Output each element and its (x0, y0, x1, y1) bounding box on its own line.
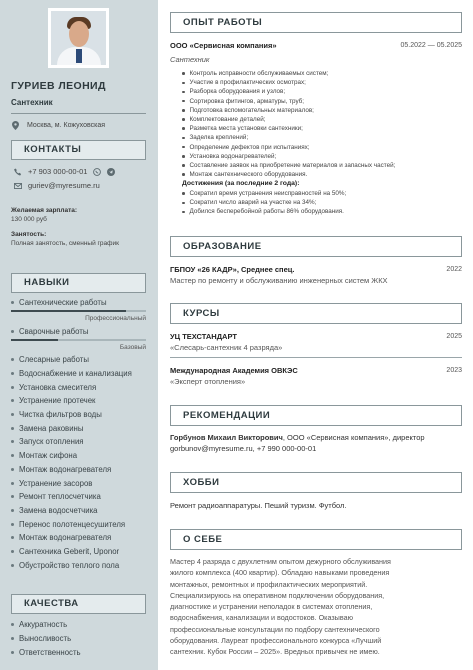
experience-company: ООО «Сервисная компания» (170, 41, 277, 50)
list-item: Контроль исправности обслуживаемых систем; (182, 69, 462, 78)
phone-icon (14, 168, 22, 176)
skill-name: Сантехнические работы (19, 298, 107, 307)
list-item: Замена водосчетчика (11, 504, 146, 518)
list-item: Ответственность (11, 645, 146, 659)
recommendation-person: Горбунов Михаил Викторович (170, 433, 283, 442)
qualities-list (11, 618, 146, 659)
list-item: Слесарные работы (11, 353, 146, 367)
list-item: Определение дефектов при испытаниях; (182, 143, 462, 152)
profile-photo (48, 8, 109, 68)
list-item: Аккуратность (11, 618, 146, 632)
course-org: УЦ ТЕХСТАНДАРТ (170, 332, 237, 341)
education-header: ОБРАЗОВАНИЕ (170, 236, 462, 257)
salary-label: Желаемая зарплата: (11, 207, 78, 214)
email-line (14, 181, 100, 190)
list-item: Чистка фильтров воды (11, 408, 146, 422)
course-title: «Эксперт отопления» (170, 377, 246, 386)
location-text: Москва, м. Кожуховская (27, 122, 105, 129)
list-item: Перенос полотенцесушителя (11, 517, 146, 531)
skill-name: Сварочные работы (19, 327, 89, 336)
skill-level-text: Базовый (119, 344, 146, 351)
experience-header: ОПЫТ РАБОТЫ (170, 12, 462, 33)
divider (170, 357, 462, 358)
list-item: Запуск отопления (11, 435, 146, 449)
contacts-header: КОНТАКТЫ (11, 140, 146, 160)
list-item: Монтаж водонагревателя (11, 463, 146, 477)
profile-name: ГУРИЕВ ЛЕОНИД (11, 80, 106, 92)
employment-value: Полная занятость, сменный график (11, 240, 119, 247)
salary-value: 130 000 руб (11, 216, 47, 223)
list-item: Заделка креплений; (182, 133, 462, 142)
skill-level-bar (11, 339, 146, 341)
list-item: Обустройство теплого пола (11, 558, 146, 572)
list-item: Водоснабжение и канализация (11, 367, 146, 381)
profile-role: Сантехник (11, 98, 53, 107)
list-item: Добился бесперебойной работы 86% оборудования. (182, 207, 462, 216)
education-specialty: Мастер по ремонту и обслуживанию инженерных систем ЖКХ (170, 276, 388, 285)
recommendation-line (170, 433, 425, 442)
skill-leveled (11, 327, 146, 351)
qualities-header: КАЧЕСТВА (11, 594, 146, 614)
skills-list (11, 353, 146, 572)
list-item: Монтаж сантехнического оборудования. (182, 170, 462, 179)
list-item: Устранение засоров (11, 476, 146, 490)
list-item: Подготовка вспомогательных материалов; (182, 106, 462, 115)
list-item: Комплектование деталей; (182, 115, 462, 124)
courses-header: КУРСЫ (170, 303, 462, 324)
about-text: Мастер 4 разряда с двухлетним опытом дежурного обслуживания жилого комплекса (400 квартир). Обладаю навыками проведения монтажных, ремонтных и профилактических мероприятий. Специализируюсь на оперативном подключении оборудования, диагностике и устранении неполадок в системах отопления, водоснабжения, канализации и водостоков. Оказываю профессиональные консультации по подбору сантехнического оборудования. Лауреат профессионального конкурса «Лучший сантехник. Кубок России – 2025». Вредных привычек не имею. (170, 557, 391, 657)
phone-number[interactable]: +7 903 000-00-01 (28, 167, 88, 176)
list-item: Сортировка фитингов, арматуры, труб; (182, 97, 462, 106)
employment-label: Занятость: (11, 231, 47, 238)
course-title: «Слесарь-сантехник 4 разряда» (170, 343, 283, 352)
list-item: Установка водонагревателей; (182, 152, 462, 161)
about-header: О СЕБЕ (170, 529, 462, 550)
skill-level-text: Профессиональный (85, 315, 146, 322)
list-item: Разметка места установки сантехники; (182, 124, 462, 133)
skill-leveled (11, 298, 146, 322)
course-year: 2025 (446, 333, 462, 340)
list-item: Установка смесителя (11, 380, 146, 394)
achievements-list (182, 189, 462, 217)
experience-dates: 05.2022 — 05.2025 (400, 42, 462, 49)
email-address[interactable]: guriev@myresume.ru (28, 181, 100, 190)
list-item: Сантехника Geberit, Uponor (11, 545, 146, 559)
telegram-icon[interactable] (107, 168, 115, 176)
education-year: 2022 (446, 266, 462, 273)
sidebar (0, 0, 158, 670)
list-item: Выносливость (11, 632, 146, 646)
list-item: Ремонт теплосчетчика (11, 490, 146, 504)
list-item: Замена раковины (11, 421, 146, 435)
hobby-text: Ремонт радиоаппаратуры. Пеший туризм. Футбол. (170, 501, 347, 510)
skill-level-bar (11, 310, 146, 312)
email-icon (14, 182, 22, 190)
skills-header: НАВЫКИ (11, 273, 146, 293)
course-org: Международная Академия ОВКЭС (170, 366, 298, 375)
recommendation-contact: gorbunov@myresume.ru, +7 990 000-00-01 (170, 444, 317, 453)
whatsapp-icon[interactable] (93, 168, 101, 176)
location (12, 121, 105, 130)
education-school: ГБПОУ «26 КАДР», Среднее спец. (170, 265, 295, 274)
list-item: Монтаж сифона (11, 449, 146, 463)
list-item: Участие в профилактических осмотрах; (182, 78, 462, 87)
list-item: Монтаж водонагревателя (11, 531, 146, 545)
list-item: Составление заявок на приобретение материалов и запасных частей; (182, 161, 462, 170)
list-item: Сократил время устранения неисправностей на 50%; (182, 189, 462, 198)
recommendations-header: РЕКОМЕНДАЦИИ (170, 405, 462, 426)
list-item: Устранение протечек (11, 394, 146, 408)
location-pin-icon (12, 121, 19, 130)
list-item: Разборка оборудования и узлов; (182, 87, 462, 96)
course-year: 2023 (446, 367, 462, 374)
divider (11, 113, 146, 114)
phone-line (14, 167, 115, 176)
list-item: Сократил число аварий на участке на 34%; (182, 198, 462, 207)
duties-list (182, 69, 462, 179)
achievements-title: Достижения (за последние 2 года): (182, 180, 300, 187)
hobby-header: ХОББИ (170, 472, 462, 493)
experience-position: Сантехник (170, 55, 210, 64)
recommendation-details: , ООО «Сервисная компания», директор (282, 433, 425, 442)
